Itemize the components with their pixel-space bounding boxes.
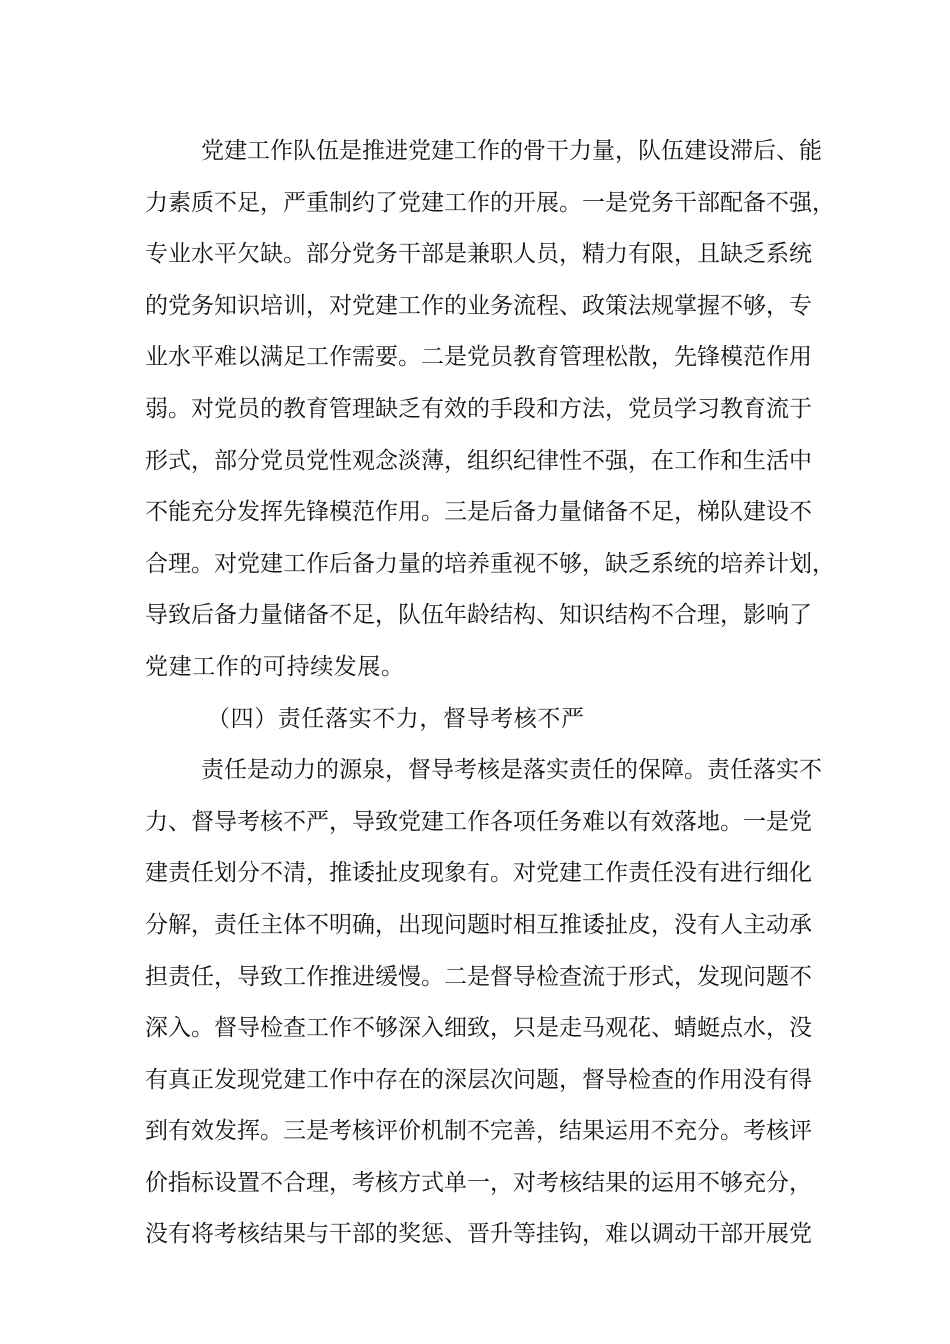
paragraph-responsibility [145,745,822,1261]
paragraph-line: 的党务知识培训，对党建工作的业务流程、政策法规掌握不够，专 [145,292,812,319]
paragraph-line: 价指标设置不合理，考核方式单一，对考核结果的运用不够充分， [145,1169,812,1196]
paragraph-team-building [145,126,835,694]
section-heading: （四）责任落实不力，督导考核不严 [207,705,585,732]
paragraph-line: 业水平难以满足工作需要。二是党员教育管理松散，先锋模范作用 [145,344,812,371]
paragraph-line: 到有效发挥。三是考核评价机制不完善，结果运用不充分。考核评 [145,1118,812,1145]
paragraph-line: 担责任，导致工作推进缓慢。二是督导检查流于形式，发现问题不 [145,963,812,990]
paragraph-line: 力素质不足，严重制约了党建工作的开展。一是党务干部配备不强， [145,189,835,216]
paragraph-line: 党建工作队伍是推进党建工作的骨干力量，队伍建设滞后、能 [201,138,822,164]
paragraph-line: 没有将考核结果与干部的奖惩、晋升等挂钩，难以调动干部开展党 [145,1221,812,1248]
paragraph-line: 党建工作的可持续发展。 [145,653,405,680]
document-body [145,126,835,1261]
paragraph-line: 合理。对党建工作后备力量的培养重视不够，缺乏系统的培养计划， [145,550,835,577]
paragraph-line: 有真正发现党建工作中存在的深层次问题，督导检查的作用没有得 [145,1066,812,1093]
paragraph-line: 专业水平欠缺。部分党务干部是兼职人员，精力有限，且缺乏系统 [145,241,812,268]
paragraph-line: 导致后备力量储备不足，队伍年龄结构、知识结构不合理，影响了 [145,602,812,629]
paragraph-line: 建责任划分不清，推诿扯皮现象有。对党建工作责任没有进行细化 [145,860,812,887]
paragraph-line: 责任是动力的源泉，督导考核是落实责任的保障。责任落实不 [201,757,822,784]
paragraph-line: 力、督导考核不严，导致党建工作各项任务难以有效落地。一是党 [145,808,812,835]
paragraph-line: 深入。督导检查工作不够深入细致，只是走马观花、蜻蜓点水，没 [145,1015,812,1042]
paragraph-line: 形式，部分党员党性观念淡薄，组织纪律性不强，在工作和生活中 [145,447,812,474]
paragraph-line: 弱。对党员的教育管理缺乏有效的手段和方法，党员学习教育流于 [145,395,812,422]
paragraph-line: 不能充分发挥先锋模范作用。三是后备力量储备不足，梯队建设不 [145,499,812,526]
paragraph-line: 分解，责任主体不明确，出现问题时相互推诿扯皮，没有人主动承 [145,911,812,938]
